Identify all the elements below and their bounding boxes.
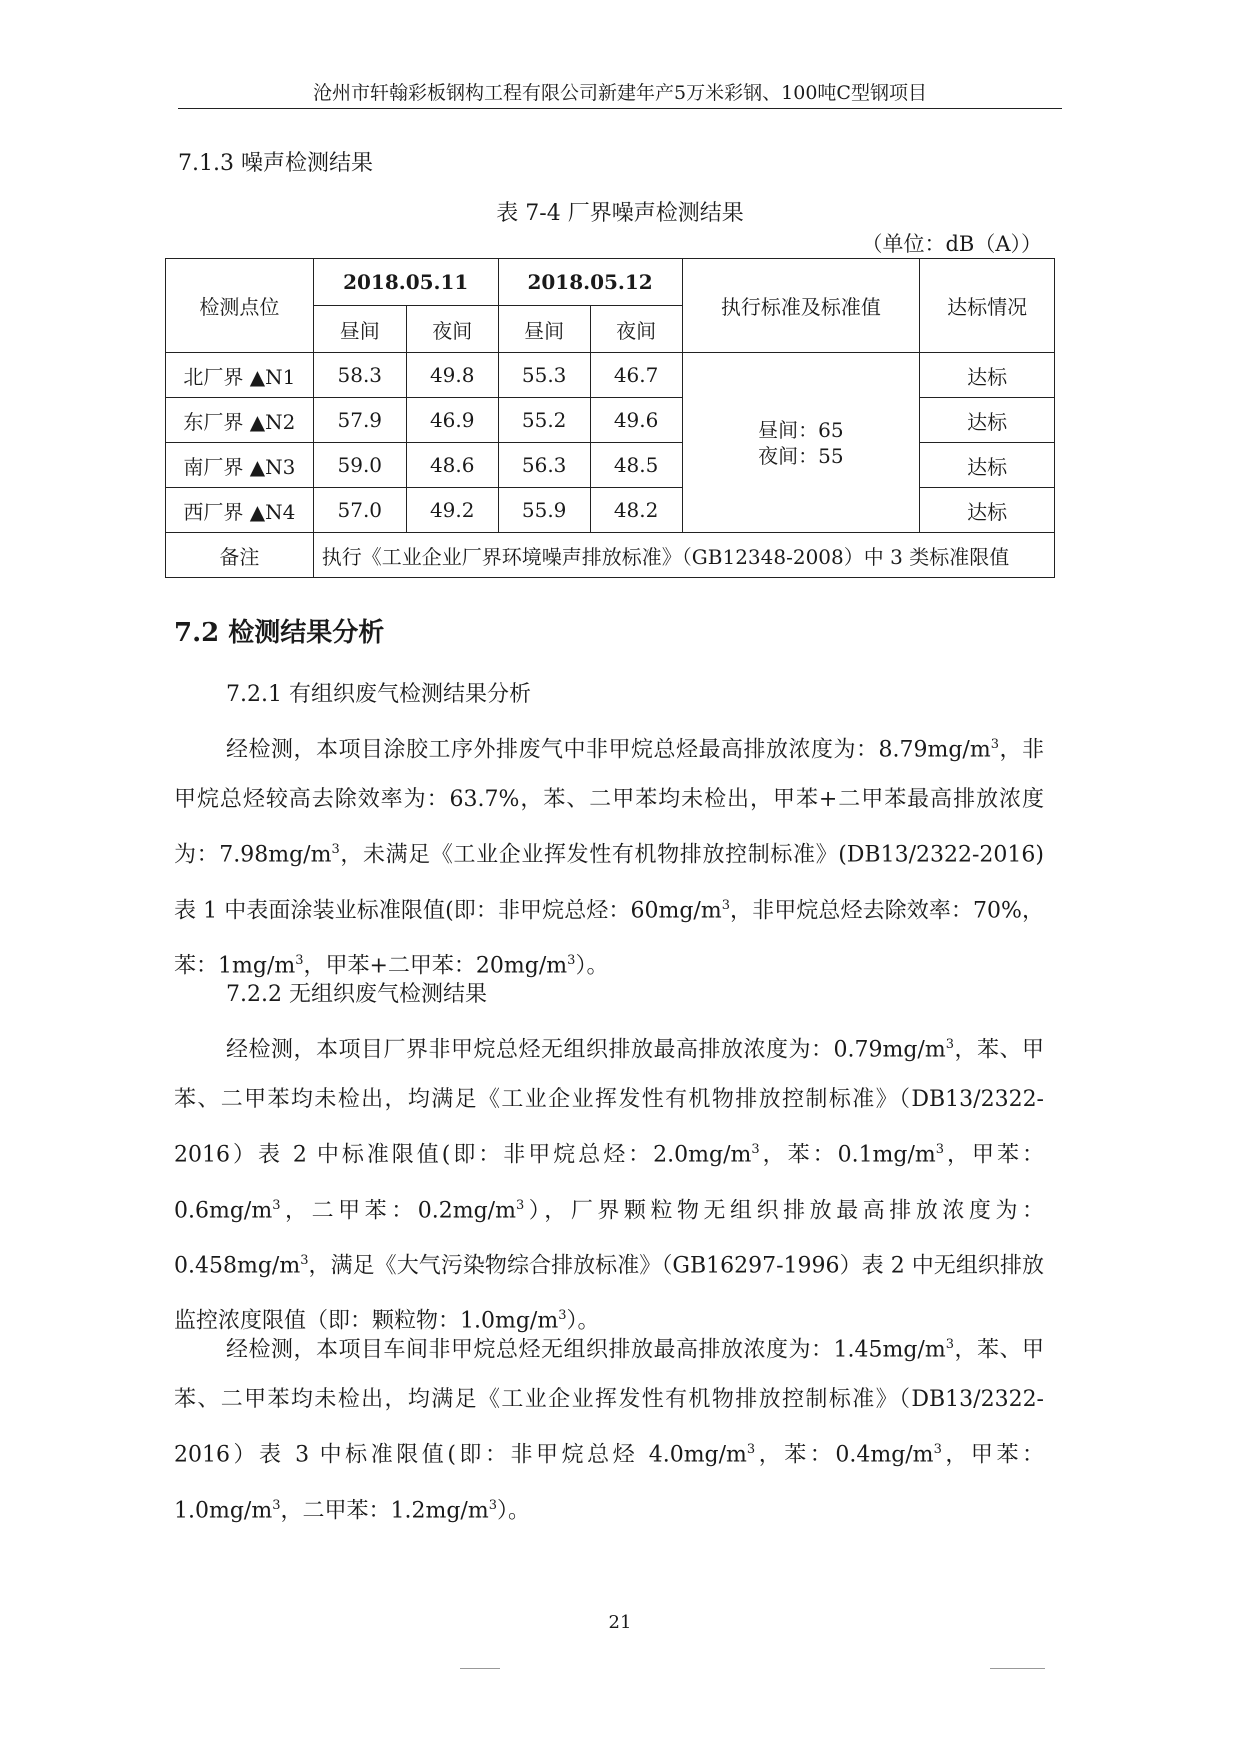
cell-value: 46.7 <box>590 353 682 398</box>
cell-value: 55.9 <box>498 488 590 533</box>
remark-label: 备注 <box>166 533 314 578</box>
cell-value: 48.2 <box>590 488 682 533</box>
header-standard: 执行标准及标准值 <box>682 259 920 353</box>
cell-value: 55.2 <box>498 398 590 443</box>
table-row <box>166 353 1055 398</box>
page-header: 沧州市轩翰彩板钢构工程有限公司新建年产5万米彩钢、100吨C型钢项目 <box>178 80 1062 109</box>
cell-status: 达标 <box>920 443 1055 488</box>
table-row <box>166 488 1055 533</box>
subsection-title: 7.2.2 无组织废气检测结果 <box>226 982 487 1007</box>
cell-value: 59.0 <box>313 443 406 488</box>
footer-mark <box>460 1668 500 1669</box>
header-day: 昼间 <box>498 306 590 353</box>
table-row <box>166 398 1055 443</box>
noise-table <box>165 258 1055 578</box>
cell-value: 57.0 <box>313 488 406 533</box>
table-remark-row <box>166 533 1055 578</box>
standard-night: 夜间：55 <box>758 443 844 468</box>
cell-value: 46.9 <box>406 398 498 443</box>
cell-value: 49.8 <box>406 353 498 398</box>
paragraph-boundary: 经检测，本项目厂界非甲烷总烃无组织排放最高排放浓度为：$0.79mg/m^3$，苯、甲苯、二甲苯均未检出，均满足《工业企业挥发性有机物排放控制标准》（DB13/2322-2016）表 2 中标准限值(即：非甲烷总烃：$2.0mg/m^3$，苯：$0.1mg/m^3$，甲苯：$0.6mg/m^3$，二甲苯：$0.2mg/m^3$），厂界颗粒物无组织排放最高排放浓度为：$0.458mg/m^3$，满足《大气污染物综合排放标准》（GB16297-1996）表 2 中无组织排放监控浓度限值（即：颗粒物：$1.0mg/m^3$）。 <box>174 1037 1044 1334</box>
table-unit: （单位：dB（A）） <box>861 232 1042 256</box>
cell-status: 达标 <box>920 398 1055 443</box>
footer-mark <box>990 1668 1045 1669</box>
cell-standard <box>682 353 920 533</box>
paragraph-workshop: 经检测，本项目车间非甲烷总烃无组织排放最高排放浓度为：$1.45mg/m^3$，苯、甲苯、二甲苯均未检出，均满足《工业企业挥发性有机物排放控制标准》（DB13/2322-2016）表 3 中标准限值(即：非甲烷总烃 $4.0mg/m^3$，苯：$0.4mg/m^3$，甲苯：$1.0mg/m^3$，二甲苯：$1.2mg/m^3$）。 <box>174 1337 1044 1523</box>
section-7-1-3: 7.1.3 噪声检测结果 <box>178 151 373 176</box>
cell-value: 58.3 <box>313 353 406 398</box>
cell-value: 48.5 <box>590 443 682 488</box>
cell-value: 56.3 <box>498 443 590 488</box>
cell-point: 北厂界 ▲N1 <box>166 353 314 398</box>
header-status: 达标情况 <box>920 259 1055 353</box>
standard-day: 昼间：65 <box>758 417 844 442</box>
cell-value: 49.6 <box>590 398 682 443</box>
cell-point: 西厂界 ▲N4 <box>166 488 314 533</box>
subsection-7-2-2 <box>174 970 1044 1020</box>
cell-value: 48.6 <box>406 443 498 488</box>
header-night: 夜间 <box>406 306 498 353</box>
cell-value: 55.3 <box>498 353 590 398</box>
subsection-7-2-1 <box>174 670 1044 720</box>
paragraph-organized: 经检测，本项目涂胶工序外排废气中非甲烷总烃最高排放浓度为：$8.79mg/m^3$，非甲烷总烃较高去除效率为：63.7%，苯、二甲苯均未检出，甲苯+二甲苯最高排放浓度为：$7.98mg/m^3$，未满足《工业企业挥发性有机物排放控制标准》(DB13/2322-2016)表 1 中表面涂装业标准限值(即：非甲烷总烃：$60mg/m^3$，非甲烷总烃去除效率：70%，苯：$1mg/m^3$，甲苯+二甲苯：$20mg/m^3$）。 <box>174 737 1045 979</box>
header-point: 检测点位 <box>166 259 314 353</box>
section-heading-7-2: 7.2 检测结果分析 <box>174 618 385 648</box>
cell-point: 东厂界 ▲N2 <box>166 398 314 443</box>
page-number: 21 <box>608 1612 632 1633</box>
subsection-title: 7.2.1 有组织废气检测结果分析 <box>226 682 531 707</box>
table-caption: 表 7-4 厂界噪声检测结果 <box>496 201 744 226</box>
cell-value: 49.2 <box>406 488 498 533</box>
header-date-2: 2018.05.12 <box>498 259 682 306</box>
header-night: 夜间 <box>590 306 682 353</box>
remark-text: 执行《工业企业厂界环境噪声排放标准》（GB12348-2008）中 3 类标准限值 <box>313 533 1054 578</box>
cell-status: 达标 <box>920 353 1055 398</box>
header-day: 昼间 <box>313 306 406 353</box>
header-date-1: 2018.05.11 <box>313 259 498 306</box>
cell-point: 南厂界 ▲N3 <box>166 443 314 488</box>
cell-status: 达标 <box>920 488 1055 533</box>
table-row <box>166 443 1055 488</box>
cell-value: 57.9 <box>313 398 406 443</box>
